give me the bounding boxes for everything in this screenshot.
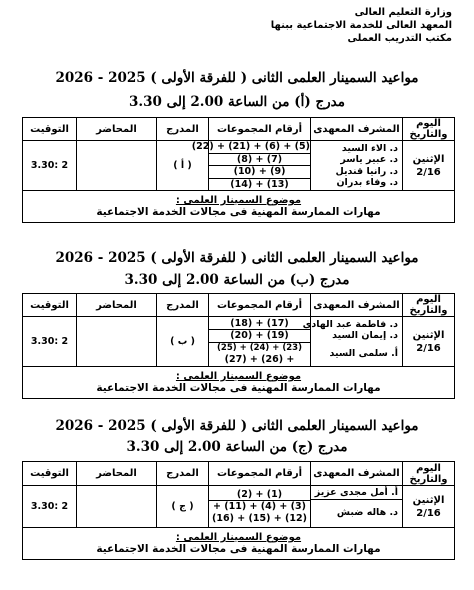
supervisor-name: د. رانيا قنديل — [335, 165, 398, 177]
supervisor-name: د. عبير ياسر — [340, 154, 398, 165]
section-b-title: مواعيد السمينار العلمى الثانى ( للفرقة الأولى ) 2025 - 2026 — [55, 250, 419, 266]
topic-label: موضوع السمينار العلمى : — [175, 371, 302, 382]
col-time: التوقيت — [23, 294, 77, 317]
topic-text: مهارات الممارسة المهنية فى مجالات الخدمة الاجتماعية — [96, 206, 381, 218]
groups-cell — [209, 486, 311, 528]
lecturer-cell — [77, 317, 157, 367]
group-numbers: (7) + (8) — [209, 154, 310, 167]
supervisors-cell — [311, 141, 403, 191]
supervisor-name: أ. أمل مجدى عزيز — [311, 487, 402, 500]
topic-label: موضوع السمينار العلمى : — [175, 195, 302, 206]
day-date: 2/16 — [416, 166, 441, 178]
col-groups: أرقام المجموعات — [209, 462, 311, 486]
supervisor-name: د. الاء السيد — [341, 142, 398, 154]
group-numbers: (23) + (24) + (25) — [217, 342, 302, 353]
col-lecturer: المحاضر — [77, 294, 157, 317]
col-groups: أرقام المجموعات — [209, 294, 311, 317]
hall-cell: ( ب ) — [157, 317, 209, 367]
group-numbers: (9) + (10) — [209, 166, 310, 179]
supervisor-name: د. فاطمة عبد الهادى — [302, 318, 398, 330]
supervisor-name: د. هاله ضبش — [336, 506, 398, 518]
lecturer-cell — [77, 486, 157, 528]
topic-text: مهارات الممارسة المهنية فى مجالات الخدمة الاجتماعية — [96, 543, 381, 555]
ministry-header — [271, 6, 452, 45]
schedule-table-c — [22, 461, 455, 560]
topic-cell — [23, 528, 455, 560]
col-hall: المدرج — [157, 462, 209, 486]
section-c-subtitle: مدرج (ج) من الساعة 2.00 إلى 3.30 — [126, 439, 348, 455]
hall-cell: ( ج ) — [157, 486, 209, 528]
col-hall: المدرج — [157, 294, 209, 317]
col-groups: أرقام المجموعات — [209, 118, 311, 141]
groups-cell — [209, 317, 311, 367]
time-cell: 2 :3.30 — [23, 486, 77, 528]
col-supervisor: المشرف المعهدى — [311, 118, 403, 141]
col-supervisor: المشرف المعهدى — [311, 294, 403, 317]
day-name: الإثنين — [412, 494, 445, 506]
group-numbers: (13) + (14) — [230, 178, 289, 190]
section-c-title: مواعيد السمينار العلمى الثانى ( للفرقة الأولى ) 2025 - 2026 — [55, 418, 419, 434]
group-numbers: + (26) + (27) — [224, 354, 295, 365]
col-supervisor: المشرف المعهدى — [311, 462, 403, 486]
groups-cell — [191, 141, 311, 191]
section-b-subtitle: مدرج (ب) من الساعة 2.00 إلى 3.30 — [124, 272, 350, 288]
day-cell — [403, 141, 455, 191]
supervisor-name: د. إيمان السيد — [332, 330, 398, 341]
group-numbers: (17) + (18) — [209, 318, 310, 331]
col-lecturer: المحاضر — [77, 118, 157, 141]
supervisors-cell — [311, 486, 403, 528]
header-line-institute: المعهد العالى للخدمة الاجتماعية ببنها — [270, 20, 452, 31]
group-numbers: (19) + (20) — [209, 330, 310, 343]
header-line-ministry: وزارة التعليم العالى — [354, 7, 452, 18]
hall-cell: ( أ ) — [157, 141, 209, 191]
supervisor-name: د. وفاء بدران — [336, 177, 398, 188]
supervisors-cell — [302, 317, 403, 367]
topic-label: موضوع السمينار العلمى : — [175, 532, 302, 543]
day-date: 2/16 — [416, 342, 441, 354]
schedule-table-b — [22, 293, 455, 399]
section-a-subtitle: مدرج (أ) من الساعة 2.00 إلى 3.30 — [128, 94, 345, 110]
topic-cell — [23, 367, 455, 399]
col-day: اليوم والتاريخ — [403, 118, 455, 141]
col-hall: المدرج — [157, 118, 209, 141]
header-line-office: مكتب التدريب العملى — [347, 33, 452, 44]
topic-text: مهارات الممارسة المهنية فى مجالات الخدمة الاجتماعية — [96, 382, 381, 394]
group-numbers: (1) + (2) — [209, 489, 310, 502]
schedule-table-a — [22, 117, 455, 223]
time-cell: 2 :3.30 — [23, 317, 77, 367]
col-time: التوقيت — [23, 462, 77, 486]
col-day: اليوم والتاريخ — [403, 294, 455, 317]
day-cell — [403, 317, 455, 367]
day-cell — [403, 486, 455, 528]
col-time: التوقيت — [23, 118, 77, 141]
day-name: الإثنين — [412, 153, 445, 165]
topic-cell — [23, 191, 455, 223]
day-name: الإثنين — [412, 329, 445, 341]
col-lecturer: المحاضر — [77, 462, 157, 486]
supervisor-name: أ. سلمى السيد — [329, 347, 398, 359]
time-cell: 2 :3.30 — [23, 141, 77, 191]
group-numbers: (5) + (6) + (21) + (22) — [191, 141, 310, 152]
section-a-title: مواعيد السمينار العلمى الثانى ( للفرقة الأولى ) 2025 - 2026 — [55, 70, 419, 86]
lecturer-cell — [77, 141, 157, 191]
day-date: 2/16 — [416, 507, 441, 519]
group-numbers: (12) + (15) + (16) — [212, 512, 307, 524]
col-day: اليوم والتاريخ — [403, 462, 455, 486]
group-numbers: (3) + (4) + (11) + — [213, 501, 306, 513]
